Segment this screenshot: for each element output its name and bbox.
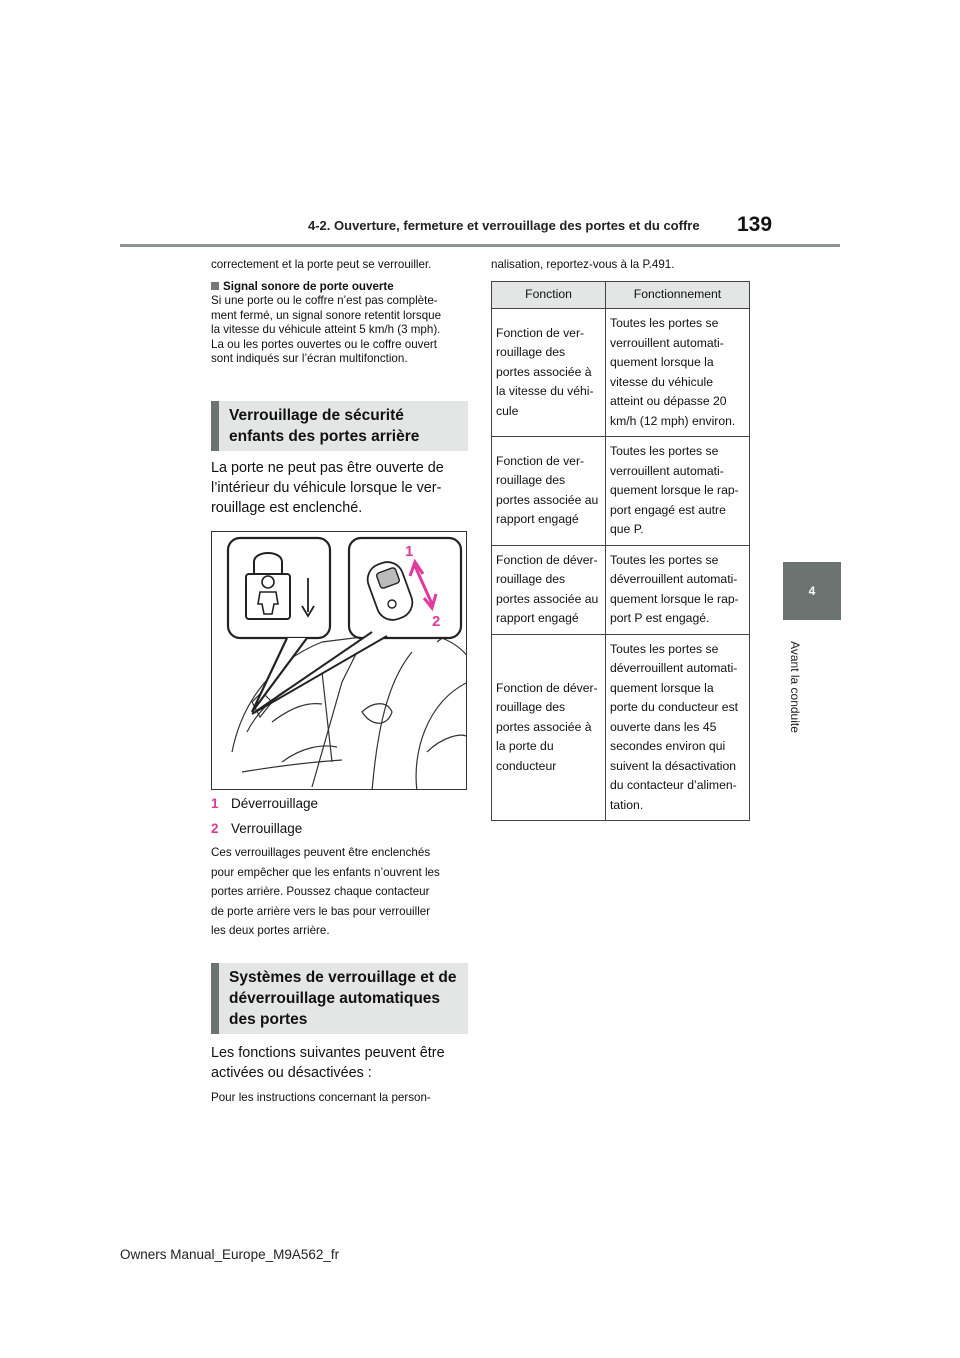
bullet-heading: [211, 280, 394, 293]
function-cell: [492, 309, 606, 437]
operation-cell: [606, 437, 750, 546]
cell-line: atteint ou dépasse 20: [610, 394, 727, 408]
operation-cell: [606, 545, 750, 634]
text-line: Ces verrouillages peuvent être enclenchés: [211, 846, 431, 859]
function-cell: [492, 437, 606, 546]
cell-line: km/h (12 mph) environ.: [610, 413, 736, 428]
text-line: Si une porte ou le coffre n’est pas complète-: [211, 294, 438, 307]
text-line: l’intérieur du véhicule lorsque le ver-: [211, 480, 442, 496]
cell-line: vitesse du véhicule: [610, 374, 713, 389]
cell-line: rouillage des: [496, 473, 566, 488]
legend-item: [211, 796, 318, 811]
document-footer: Owners Manual_Europe_M9A562_fr: [120, 1247, 340, 1262]
table-row: [492, 634, 750, 821]
cell-line: déverrouillent automati-: [610, 572, 738, 586]
column-header-operation: Fonctionnement: [606, 282, 750, 309]
auto-lock-note: Pour les instructions concernant la person-: [211, 1091, 431, 1104]
function-table: [491, 281, 750, 821]
heading-line: déverrouillage automatiques: [229, 990, 441, 1007]
cell-line: que P.: [610, 522, 644, 536]
section-header-title: 4-2. Ouverture, fermeture et verrouillage des portes et du coffre: [308, 218, 700, 233]
table-row: [492, 309, 750, 437]
cell-line: rapport engagé: [496, 611, 579, 625]
text-line: Les fonctions suivantes peuvent être: [211, 1045, 445, 1061]
bullet-paragraph: [211, 294, 441, 367]
chapter-tab: 4: [783, 562, 841, 620]
child-lock-illustration: [211, 531, 467, 790]
figure-label-2: 2: [432, 613, 441, 630]
cell-line: la vitesse du véhi-: [496, 384, 594, 399]
cell-line: Fonction de déver-: [496, 680, 598, 695]
child-lock-note: [211, 843, 440, 941]
text-line: La ou les portes ouvertes ou le coffre ouvert: [211, 337, 437, 351]
cell-line: Toutes les portes se: [610, 552, 719, 567]
cell-line: Toutes les portes se: [610, 641, 719, 656]
text-line: sont indiqués sur l’écran multifonction.: [211, 352, 408, 366]
column-header-function: Fonction: [492, 282, 606, 309]
right-intro-line: nalisation, reportez-vous à la P.491.: [491, 258, 675, 271]
text-line: de porte arrière vers le bas pour verrouiller: [211, 904, 431, 918]
cell-line: conducteur: [496, 758, 557, 773]
legend-item: [211, 821, 302, 836]
figure-label-1: 1: [405, 543, 414, 560]
cell-line: secondes environ qui: [610, 739, 726, 753]
text-line: activées ou désactivées :: [211, 1065, 372, 1081]
cell-line: portes associée à: [496, 719, 592, 734]
heading-line: des portes: [229, 1011, 308, 1028]
table-row: [492, 545, 750, 634]
cell-line: suivent la désactivation: [610, 758, 737, 773]
header-rule: [120, 244, 840, 247]
cell-line: tation.: [610, 797, 644, 812]
function-cell: [492, 545, 606, 634]
section-heading-child-lock: [211, 401, 468, 451]
cell-line: quement lorsque le rap-: [610, 483, 739, 497]
child-lock-paragraph: [211, 458, 444, 518]
operation-cell: [606, 309, 750, 437]
cell-line: cule: [496, 403, 519, 418]
table-header-row: [492, 282, 750, 309]
cell-line: rouillage des: [496, 700, 566, 714]
cell-line: quement lorsque la: [610, 680, 714, 695]
cell-line: du contacteur d’alimen-: [610, 778, 737, 792]
cell-line: Fonction de déver-: [496, 552, 598, 567]
cell-line: portes associée à: [496, 364, 592, 379]
cell-line: ouverte dans les 45: [610, 719, 717, 734]
operation-cell: [606, 634, 750, 821]
section-heading-auto-lock: [211, 963, 468, 1034]
intro-line: correctement et la porte peut se verrouiller.: [211, 258, 432, 271]
cell-line: portes associée au: [496, 591, 599, 606]
cell-line: rouillage des: [496, 345, 566, 360]
heading-line: enfants des portes arrière: [229, 428, 420, 445]
cell-line: la porte du: [496, 739, 554, 753]
cell-line: déverrouillent automati-: [610, 661, 738, 675]
door-illustration-svg: [212, 532, 467, 790]
legend-label: Déverrouillage: [231, 796, 319, 811]
text-line: la vitesse du véhicule atteint 5 km/h (3 mph).: [211, 323, 441, 337]
cell-line: Fonction de ver-: [496, 453, 585, 468]
cell-line: quement lorsque la: [610, 355, 714, 369]
legend-number: 2: [211, 821, 219, 836]
cell-line: port engagé est autre: [610, 502, 726, 517]
table-row: [492, 437, 750, 546]
cell-line: quement lorsque le rap-: [610, 591, 739, 606]
legend-number: 1: [211, 796, 219, 811]
heading-line: Verrouillage de sécurité: [229, 407, 404, 424]
cell-line: Toutes les portes se: [610, 444, 719, 458]
cell-line: port P est engagé.: [610, 611, 710, 625]
function-cell: [492, 634, 606, 821]
text-line: ment fermé, un signal sonore retentit lorsque: [211, 308, 442, 322]
bullet-heading-text: Signal sonore de porte ouverte: [223, 280, 394, 293]
cell-line: rapport engagé: [496, 512, 579, 527]
cell-line: portes associée au: [496, 492, 599, 507]
text-line: portes arrière. Poussez chaque contacteur: [211, 885, 430, 898]
text-line: les deux portes arrière.: [211, 924, 330, 937]
text-line: La porte ne peut pas être ouverte de: [211, 460, 444, 476]
cell-line: verrouillent automati-: [610, 463, 724, 478]
cell-line: Toutes les portes se: [610, 316, 719, 330]
cell-line: verrouillent automati-: [610, 335, 724, 350]
chapter-side-label: Avant la conduite: [788, 641, 802, 733]
square-bullet-icon: [211, 282, 219, 290]
cell-line: rouillage des: [496, 572, 566, 586]
legend-label: Verrouillage: [231, 821, 303, 836]
text-line: rouillage est enclenché.: [211, 500, 363, 516]
text-line: pour empêcher que les enfants n’ouvrent les: [211, 865, 440, 879]
auto-lock-paragraph: [211, 1043, 445, 1083]
cell-line: Fonction de ver-: [496, 325, 585, 340]
page-number: 139: [737, 213, 773, 236]
heading-line: Systèmes de verrouillage et de: [229, 969, 457, 986]
cell-line: porte du conducteur est: [610, 700, 739, 714]
